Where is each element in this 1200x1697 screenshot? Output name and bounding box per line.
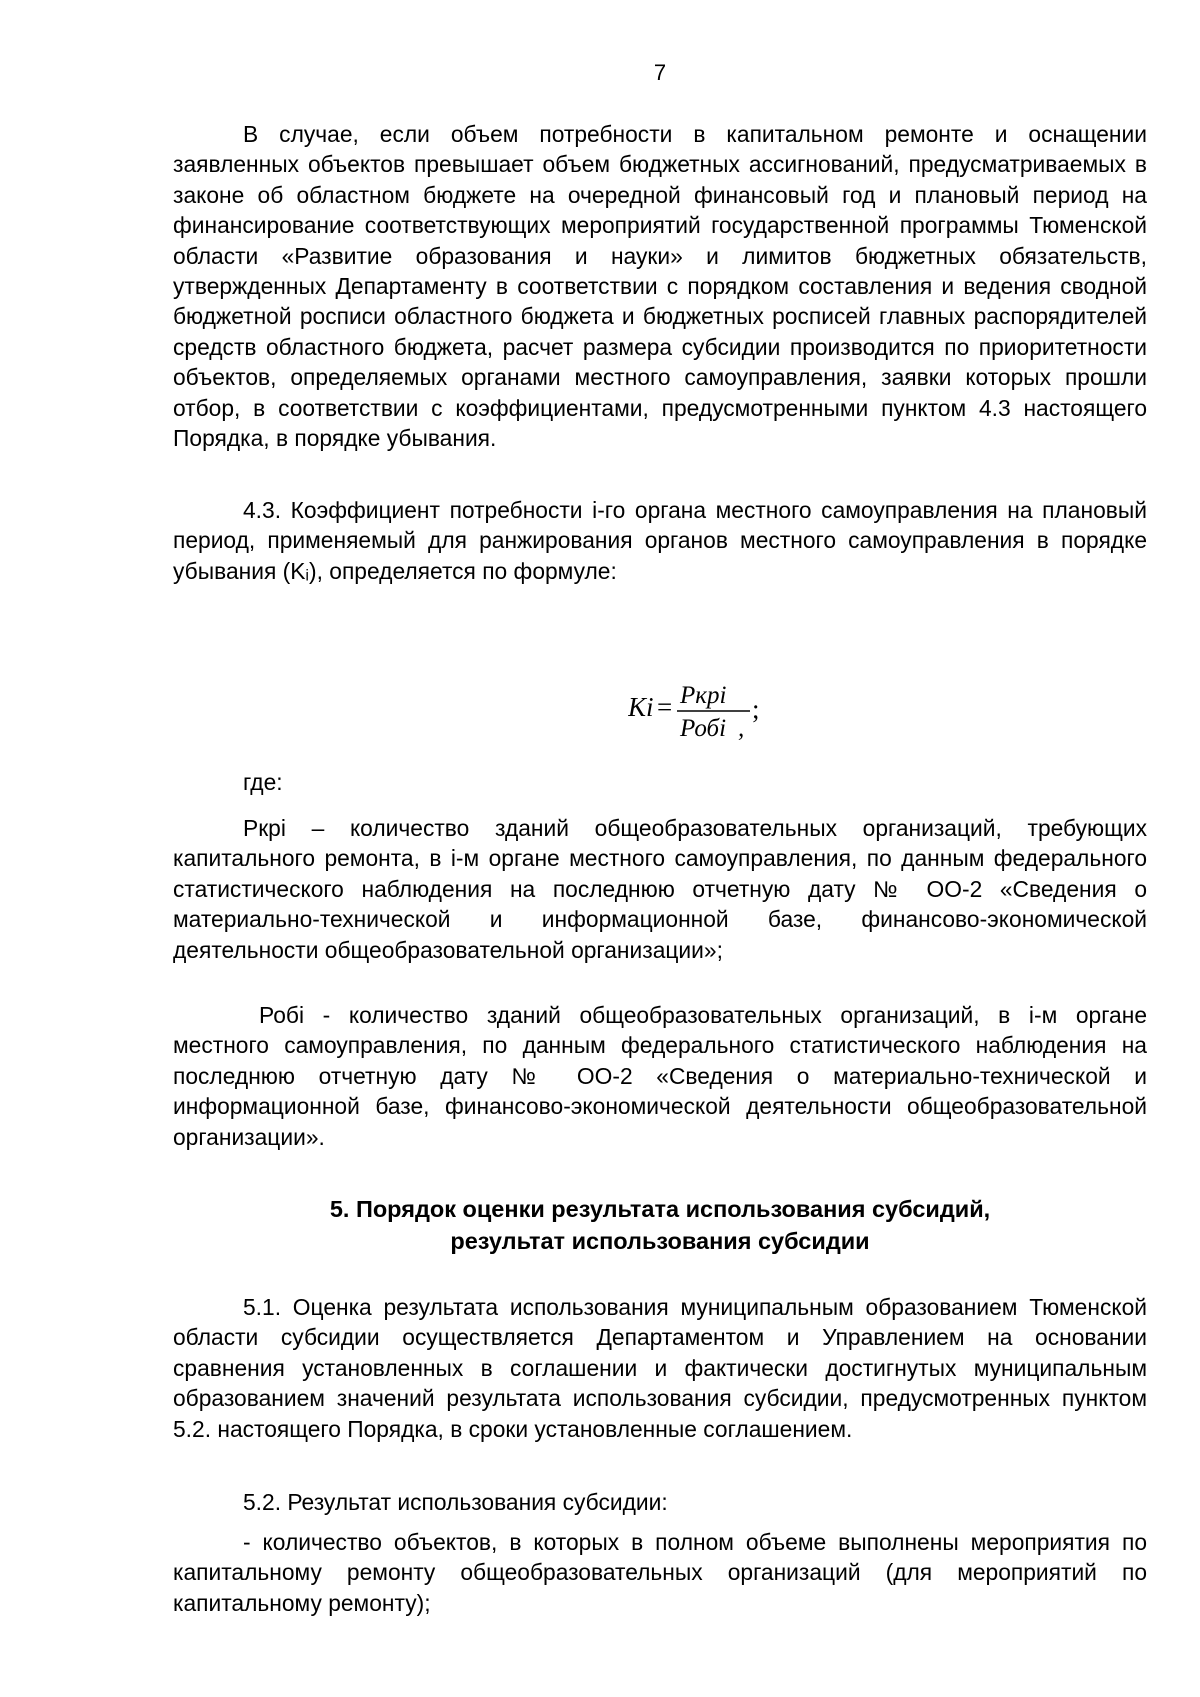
formula-denominator: Робi <box>680 715 727 742</box>
paragraph-5-1: 5.1. Оценка результата использования муниципальным образованием Тюменской области субсидии осуществляется Департаментом и Управлением на основании сравнения установленных в соглашении и фактически достигнутых муниципальным образованием значений результата использования субсидии, предусмотренных пунктом 5.2. настоящего Порядка, в сроки установленные соглашением. <box>173 1294 1147 1442</box>
section-5-heading <box>173 1193 1147 1257</box>
formula-ki <box>628 676 788 746</box>
formula-equals: = <box>657 692 673 722</box>
paragraph-budget-priority: В случае, если объем потребности в капитальном ремонте и оснащении заявленных объектов превышает объем бюджетных ассигнований, предусматриваемых в законе об областном бюджете на очередной финансовый год и плановый период на финансирование соответствующих мероприятий государственной программы Тюменской области «Развитие образования и науки» и лимитов бюджетных обязательств, утвержденных Департаменту в соответствии с порядком составления и ведения сводной бюджетной росписи областного бюджета и бюджетных росписей главных распорядителей средств областного бюджета, расчет размера субсидии производится по приоритетности объектов, определяемых органами местного самоуправления, заявки которых прошли отбор, в соответствии с коэффициентами, предусмотренными пунктом 4.3 настоящего Порядка, в порядке убывания. <box>173 121 1147 452</box>
section-5-heading-line2: результат использования субсидии <box>450 1228 870 1254</box>
formula-lhs: Ki <box>628 692 654 722</box>
document-page <box>173 0 1147 1697</box>
paragraph-4-3: 4.3. Коэффициент потребности i-го органа местного самоуправления на плановый период, применяемый для ранжирования органов местного самоуправления в порядке убывания (Kᵢ), определяется по формуле: <box>173 497 1147 584</box>
paragraph-pobi-definition: Робi - количество зданий общеобразовательных организаций, в i-м органе местного самоуправления, по данным федерального статистического наблюдения на последнюю отчетную дату № ОО-2 «Сведения о материально-технической и информационной базе, финансово-экономической деятельности общеобразовательной организации». <box>173 1002 1147 1150</box>
paragraph-result-item: - количество объектов, в которых в полном объеме выполнены мероприятия по капитальному ремонту общеобразовательных организаций (для мероприятий по капитальному ремонту); <box>173 1529 1147 1616</box>
formula-semicolon: ; <box>752 694 760 724</box>
paragraph-pkri-definition: Ркрi – количество зданий общеобразовательных организаций, требующих капитального ремонта, в i-м органе местного самоуправления, по данным федерального статистического наблюдения на последнюю отчетную дату № ОО-2 «Сведения о материально-технической и информационной базе, финансово-экономической деятельности общеобразовательной организации»; <box>173 815 1147 963</box>
where-label: где: <box>243 769 283 795</box>
paragraph-5-2: 5.2. Результат использования субсидии: <box>243 1489 668 1515</box>
formula-numerator: Ркрi <box>680 682 727 709</box>
page-number: 7 <box>653 60 667 85</box>
formula-comma: , <box>738 715 745 742</box>
section-5-heading-line1: 5. Порядок оценки результата использования субсидий, <box>329 1196 991 1222</box>
